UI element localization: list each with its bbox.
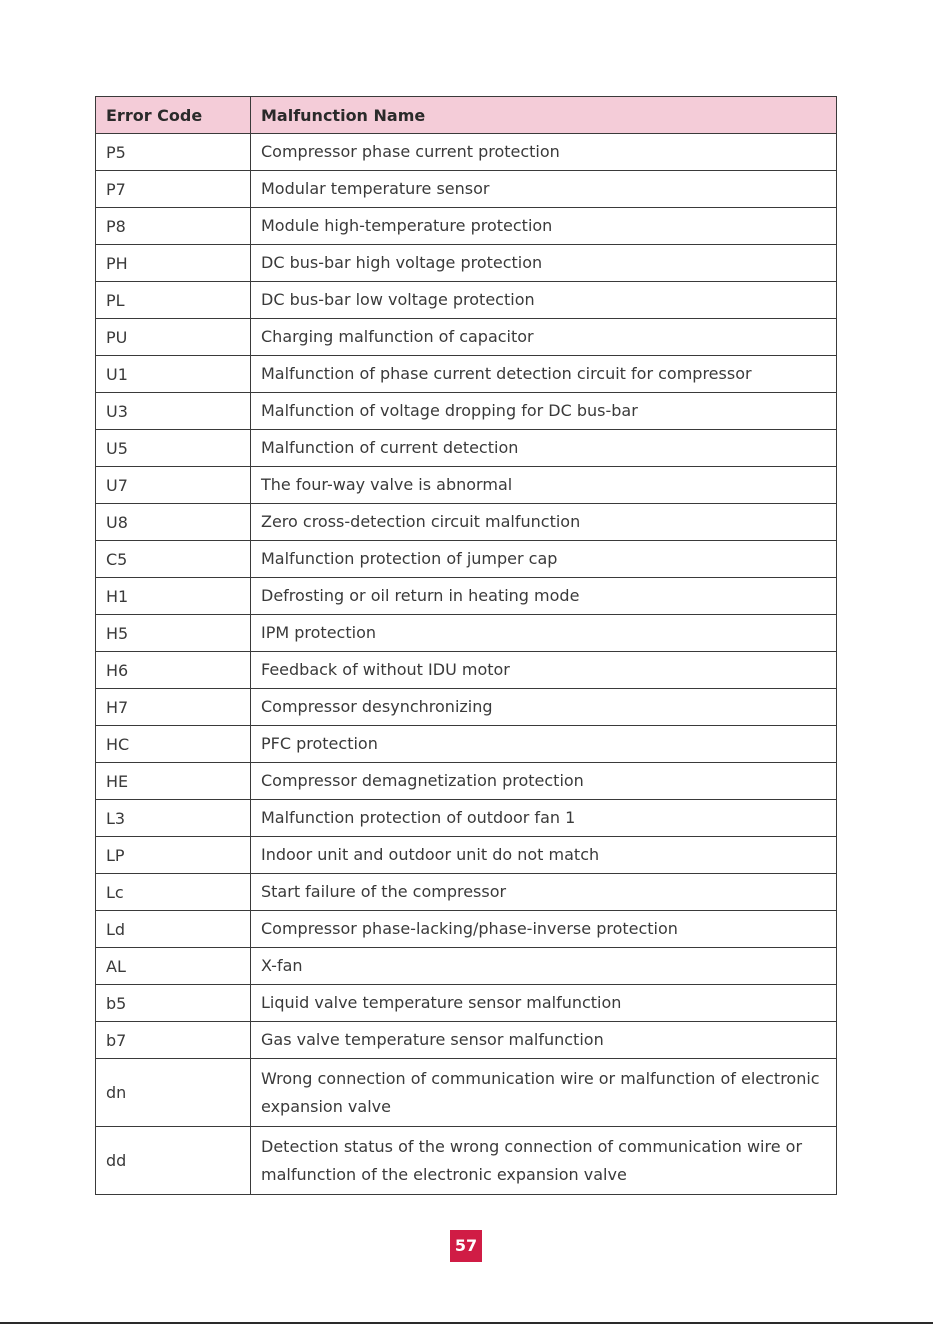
error-code-cell: b5 <box>96 985 251 1022</box>
error-code-cell: C5 <box>96 541 251 578</box>
malfunction-name-cell: Modular temperature sensor <box>251 171 837 208</box>
error-code-cell: P5 <box>96 134 251 171</box>
error-code-cell: PL <box>96 282 251 319</box>
error-code-cell: U3 <box>96 393 251 430</box>
table-row <box>96 1059 837 1127</box>
malfunction-name-cell: Charging malfunction of capacitor <box>251 319 837 356</box>
malfunction-name-cell: Wrong connection of communication wire or malfunction of electronic expansion valve <box>251 1059 837 1127</box>
malfunction-name-cell: Defrosting or oil return in heating mode <box>251 578 837 615</box>
table-row <box>96 467 837 504</box>
error-code-cell: U7 <box>96 467 251 504</box>
malfunction-name-cell: Detection status of the wrong connection of communication wire or malfunction of the electronic expansion valve <box>251 1127 837 1195</box>
error-code-cell: H5 <box>96 615 251 652</box>
malfunction-name-cell: Gas valve temperature sensor malfunction <box>251 1022 837 1059</box>
table-row <box>96 652 837 689</box>
table-row <box>96 282 837 319</box>
malfunction-name-cell: DC bus-bar high voltage protection <box>251 245 837 282</box>
malfunction-name-cell: Malfunction of voltage dropping for DC bus-bar <box>251 393 837 430</box>
malfunction-name-cell: IPM protection <box>251 615 837 652</box>
malfunction-name-cell: Feedback of without IDU motor <box>251 652 837 689</box>
error-code-cell: U5 <box>96 430 251 467</box>
malfunction-name-cell: Compressor phase current protection <box>251 134 837 171</box>
error-code-cell: PH <box>96 245 251 282</box>
error-code-cell: U1 <box>96 356 251 393</box>
error-code-cell: H7 <box>96 689 251 726</box>
table-row <box>96 1022 837 1059</box>
malfunction-name-cell: Zero cross-detection circuit malfunction <box>251 504 837 541</box>
malfunction-name-cell: Malfunction protection of outdoor fan 1 <box>251 800 837 837</box>
malfunction-name-cell: Compressor demagnetization protection <box>251 763 837 800</box>
table-row <box>96 911 837 948</box>
malfunction-name-cell: Malfunction of phase current detection circuit for compressor <box>251 356 837 393</box>
table-row <box>96 134 837 171</box>
table-row <box>96 1127 837 1195</box>
table-row <box>96 985 837 1022</box>
table-row <box>96 874 837 911</box>
malfunction-name-cell: Indoor unit and outdoor unit do not match <box>251 837 837 874</box>
malfunction-name-cell: The four-way valve is abnormal <box>251 467 837 504</box>
error-code-cell: PU <box>96 319 251 356</box>
malfunction-name-cell: PFC protection <box>251 726 837 763</box>
error-code-cell: HC <box>96 726 251 763</box>
malfunction-name-cell: Liquid valve temperature sensor malfunction <box>251 985 837 1022</box>
malfunction-name-cell: Module high-temperature protection <box>251 208 837 245</box>
error-code-cell: Ld <box>96 911 251 948</box>
table-row <box>96 541 837 578</box>
table-row <box>96 356 837 393</box>
error-code-cell: H1 <box>96 578 251 615</box>
error-code-cell: AL <box>96 948 251 985</box>
malfunction-name-cell: Malfunction of current detection <box>251 430 837 467</box>
table-row <box>96 837 837 874</box>
table-row <box>96 948 837 985</box>
malfunction-name-cell: Compressor desynchronizing <box>251 689 837 726</box>
page-number-badge: 57 <box>450 1230 482 1262</box>
table-row <box>96 393 837 430</box>
error-code-cell: dd <box>96 1127 251 1195</box>
table-row <box>96 430 837 467</box>
error-code-cell: P8 <box>96 208 251 245</box>
malfunction-name-cell: DC bus-bar low voltage protection <box>251 282 837 319</box>
malfunction-name-cell: Malfunction protection of jumper cap <box>251 541 837 578</box>
error-code-cell: P7 <box>96 171 251 208</box>
header-malfunction-name: Malfunction Name <box>251 97 837 134</box>
table-row <box>96 578 837 615</box>
table-row <box>96 763 837 800</box>
table-row <box>96 689 837 726</box>
error-code-table <box>95 96 837 1195</box>
header-error-code: Error Code <box>96 97 251 134</box>
error-code-cell: U8 <box>96 504 251 541</box>
malfunction-name-cell: X-fan <box>251 948 837 985</box>
table-row <box>96 615 837 652</box>
table-row <box>96 504 837 541</box>
error-code-cell: HE <box>96 763 251 800</box>
error-code-cell: L3 <box>96 800 251 837</box>
error-code-cell: Lc <box>96 874 251 911</box>
error-code-cell: LP <box>96 837 251 874</box>
table-row <box>96 208 837 245</box>
error-code-cell: b7 <box>96 1022 251 1059</box>
table-row <box>96 319 837 356</box>
table-row <box>96 171 837 208</box>
error-code-cell: H6 <box>96 652 251 689</box>
malfunction-name-cell: Compressor phase-lacking/phase-inverse protection <box>251 911 837 948</box>
table-row <box>96 800 837 837</box>
malfunction-name-cell: Start failure of the compressor <box>251 874 837 911</box>
table-row <box>96 726 837 763</box>
error-code-cell: dn <box>96 1059 251 1127</box>
table-row <box>96 245 837 282</box>
table-header-row <box>96 97 837 134</box>
